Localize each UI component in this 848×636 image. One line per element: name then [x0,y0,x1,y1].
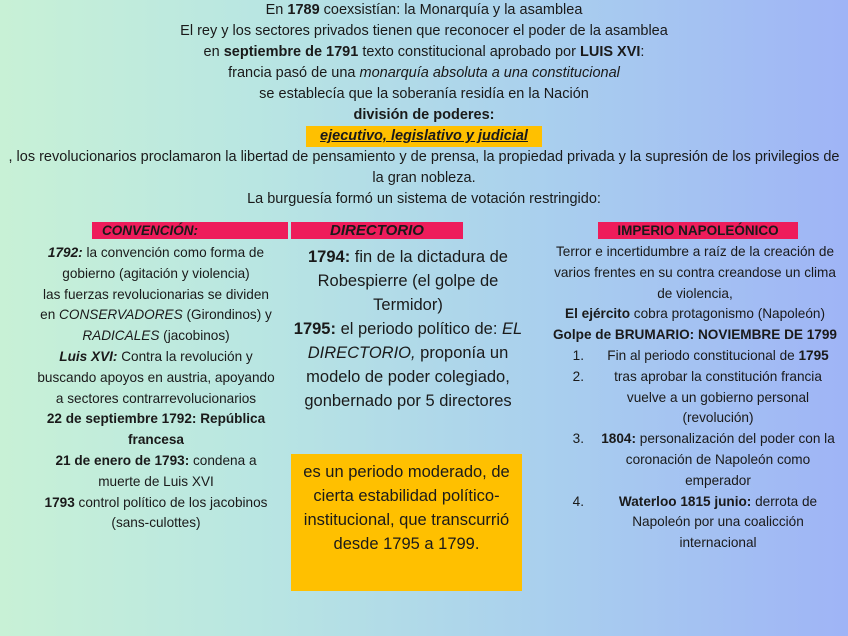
imperio-p3: Golpe de BRUMARIO: NOVIEMBRE DE 1799 [552,327,837,343]
intro-line-4: francia pasó de una monarquía absoluta a una constitucional [228,65,620,81]
powers-highlight: ejecutivo, legislativo y judicial [306,126,542,147]
directorio-column [290,245,526,413]
intro-line-8: , los revolucionarios proclamaron la libertad de pensamiento y de prensa, la propiedad privada y la supresión de los privilegios de la gran nobleza. [8,149,840,186]
intro-line-2: El rey y los sectores privados tienen que reconocer el poder de la asamblea [180,23,668,39]
imperio-item: 1. Fin al periodo constitucional de 1795 [572,347,829,363]
intro-line-1: En 1789 coexsistían: la Monarquía y la asamblea [265,2,583,18]
convencion-p1: 1792: la convención como forma de gobierno (agitación y violencia) [47,245,265,281]
directorio-summary-box: es un periodo moderado, de cierta estabilidad político-institucional, que transcurrió desde 1795 a 1799. [291,454,522,591]
intro-section [0,0,848,210]
convencion-p5: 21 de enero de 1793: condena a muerte de Luis XVI [55,452,257,489]
imperio-column [550,242,840,554]
imperio-p1: Terror e incertidumbre a raíz de la creación de varios frentes en su contra creandose un clima de violencia, [554,244,836,301]
convencion-p4: 22 de septiembre 1792: República francesa [46,411,266,448]
intro-line-9: La burguesía formó un sistema de votación restringido: [247,191,601,207]
header-convencion: CONVENCIÓN: [92,222,288,239]
intro-line-3: en septiembre de 1791 texto constitucional aprobado por LUIS XVI: [203,44,645,60]
imperio-item: 4. Waterloo 1815 junio: derrota de Napoleón por una coalicción internacional [572,493,818,551]
convencion-p6: 1793 control político de los jacobinos (sans-culottes) [44,494,268,531]
directorio-p1: 1794: fin de la dictadura de Robespierre (el golpe de Termidor) [308,248,508,314]
intro-line-5: se establecía que la soberanía residía en la Nación [259,86,589,102]
convencion-p2: las fuerzas revolucionarias se dividen en CONSERVADORES (Girondinos) y RADICALES (jacobinos) [40,286,272,344]
header-directorio: DIRECTORIO [291,222,463,239]
header-imperio: IMPERIO NAPOLEÓNICO [598,222,798,239]
convencion-column [34,243,278,534]
imperio-p2: El ejército cobra protagonismo (Napoleón) [565,306,825,322]
convencion-p3: Luis XVI: Contra la revolución y buscando apoyos en austria, apoyando a sectores contrarrevolucionarios [37,348,275,406]
directorio-p2: 1795: el periodo político de: EL DIRECTORIO, proponía un modelo de poder colegiado, gonbernado por 5 directores [293,320,523,410]
imperio-item: 2. tras aprobar la constitución francia vuelve a un gobierno personal (revolución) [572,368,822,426]
imperio-item: 3. 1804: personalización del poder con la coronación de Napoleón como emperador [572,431,835,488]
division-title: división de poderes: [353,107,495,123]
